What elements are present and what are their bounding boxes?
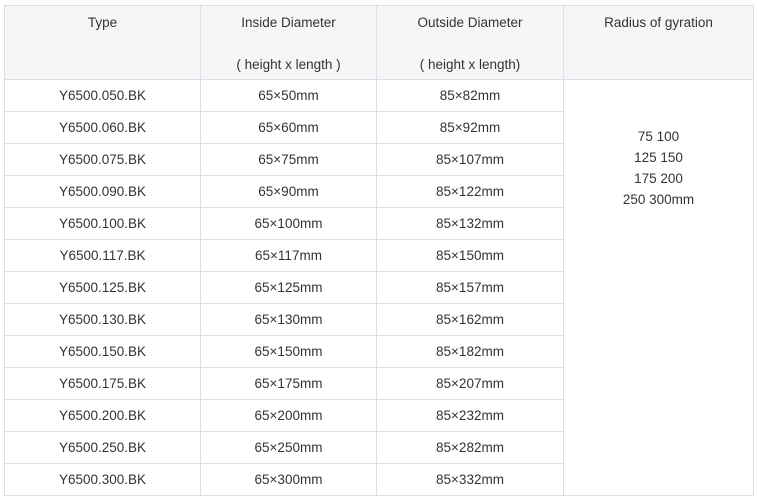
header-inside-diameter [201,6,377,80]
cell-type: Y6500.130.BK [5,304,201,336]
cell-inside: 65×117mm [201,240,377,272]
cell-inside: 65×125mm [201,272,377,304]
radius-line: 125 150 [634,150,683,165]
cell-inside: 65×75mm [201,144,377,176]
header-radius-label: Radius of gyration [604,15,713,30]
cell-inside: 65×90mm [201,176,377,208]
spec-table [4,5,754,496]
cell-outside: 85×132mm [377,208,564,240]
cell-type: Y6500.060.BK [5,112,201,144]
cell-inside: 65×130mm [201,304,377,336]
header-type [5,6,201,80]
cell-outside: 85×232mm [377,400,564,432]
cell-type: Y6500.200.BK [5,400,201,432]
cell-outside: 85×282mm [377,432,564,464]
cell-type: Y6500.117.BK [5,240,201,272]
cell-outside: 85×157mm [377,272,564,304]
cell-type: Y6500.150.BK [5,336,201,368]
header-outside-diameter [377,6,564,80]
cell-type: Y6500.090.BK [5,176,201,208]
cell-type: Y6500.100.BK [5,208,201,240]
cell-inside: 65×200mm [201,400,377,432]
cell-outside: 85×182mm [377,336,564,368]
table-row [5,80,754,112]
cell-inside: 65×100mm [201,208,377,240]
header-inside-sublabel: ( height x length ) [236,57,341,72]
cell-outside: 85×332mm [377,464,564,496]
cell-inside: 65×50mm [201,80,377,112]
header-radius-of-gyration [564,6,754,80]
radius-line: 175 200 [634,171,683,186]
cell-radius-of-gyration [564,80,754,496]
cell-inside: 65×175mm [201,368,377,400]
header-type-label: Type [87,15,118,30]
cell-inside: 65×150mm [201,336,377,368]
cell-outside: 85×92mm [377,112,564,144]
cell-outside: 85×82mm [377,80,564,112]
cell-inside: 65×250mm [201,432,377,464]
cell-outside: 85×207mm [377,368,564,400]
header-inside-label: Inside Diameter [241,15,336,30]
header-outside-sublabel: ( height x length) [419,57,521,72]
radius-line: 250 300mm [622,192,695,207]
cell-type: Y6500.075.BK [5,144,201,176]
cell-type: Y6500.300.BK [5,464,201,496]
cell-type: Y6500.175.BK [5,368,201,400]
cell-type: Y6500.050.BK [5,80,201,112]
cell-type: Y6500.250.BK [5,432,201,464]
cell-type: Y6500.125.BK [5,272,201,304]
cell-outside: 85×150mm [377,240,564,272]
header-row [5,6,754,80]
cell-inside: 65×300mm [201,464,377,496]
radius-line: 75 100 [637,129,680,144]
cell-outside: 85×162mm [377,304,564,336]
header-outside-label: Outside Diameter [417,15,523,30]
cell-outside: 85×107mm [377,144,564,176]
cell-outside: 85×122mm [377,176,564,208]
cell-inside: 65×60mm [201,112,377,144]
